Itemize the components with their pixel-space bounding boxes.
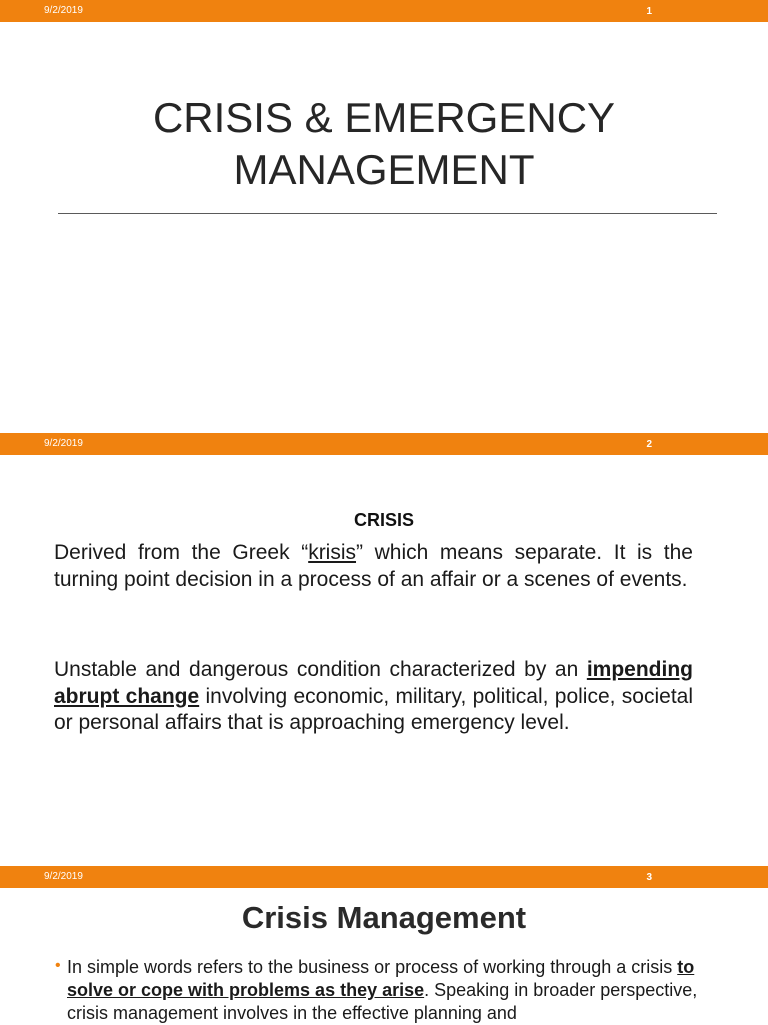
para1-after: ” which means separate. It is the turning point decision in a process of an affair or a scenes of events. xyxy=(54,541,693,591)
bullet-item xyxy=(67,956,717,1025)
title-line-2: MANAGEMENT xyxy=(233,146,535,193)
slide-number: 3 xyxy=(646,872,652,883)
impending-change-emphasis: impending abrupt change xyxy=(54,658,693,708)
bullet-after: . Speaking in broader perspective, crisis management involves in the effective planning and xyxy=(67,980,698,1023)
bullet-icon: • xyxy=(55,957,61,974)
slide-header-bar xyxy=(0,433,768,455)
crisis-management-title: Crisis Management xyxy=(241,900,527,935)
para2-after: involving economic, military, political, police, societal or personal affairs that is approaching emergency level. xyxy=(54,684,694,734)
slide-title xyxy=(0,92,768,196)
slide-header-bar xyxy=(0,0,768,22)
slide-number: 2 xyxy=(646,439,652,450)
crisis-definition-paragraph xyxy=(54,540,693,593)
para1-before: Derived from the Greek “ xyxy=(54,541,309,564)
slide-2 xyxy=(0,433,768,866)
slide-1 xyxy=(0,0,768,433)
title-divider xyxy=(58,213,717,214)
slide-date: 9/2/2019 xyxy=(44,438,83,449)
slide-header-bar xyxy=(0,866,768,888)
crisis-condition-paragraph xyxy=(54,657,693,737)
para2-before: Unstable and dangerous condition characterized by an xyxy=(54,658,587,681)
bullet-before: In simple words refers to the business or process of working through a crisis xyxy=(67,957,678,977)
crisis-heading: CRISIS xyxy=(353,510,414,530)
krisis-term: krisis xyxy=(308,541,357,564)
title-line-1: CRISIS & EMERGENCY xyxy=(152,94,616,141)
bullet-emphasis: to solve or cope with problems as they arise xyxy=(67,957,695,1000)
slide-number: 1 xyxy=(646,6,652,17)
slide-date: 9/2/2019 xyxy=(44,871,83,882)
slide-date: 9/2/2019 xyxy=(44,5,83,16)
